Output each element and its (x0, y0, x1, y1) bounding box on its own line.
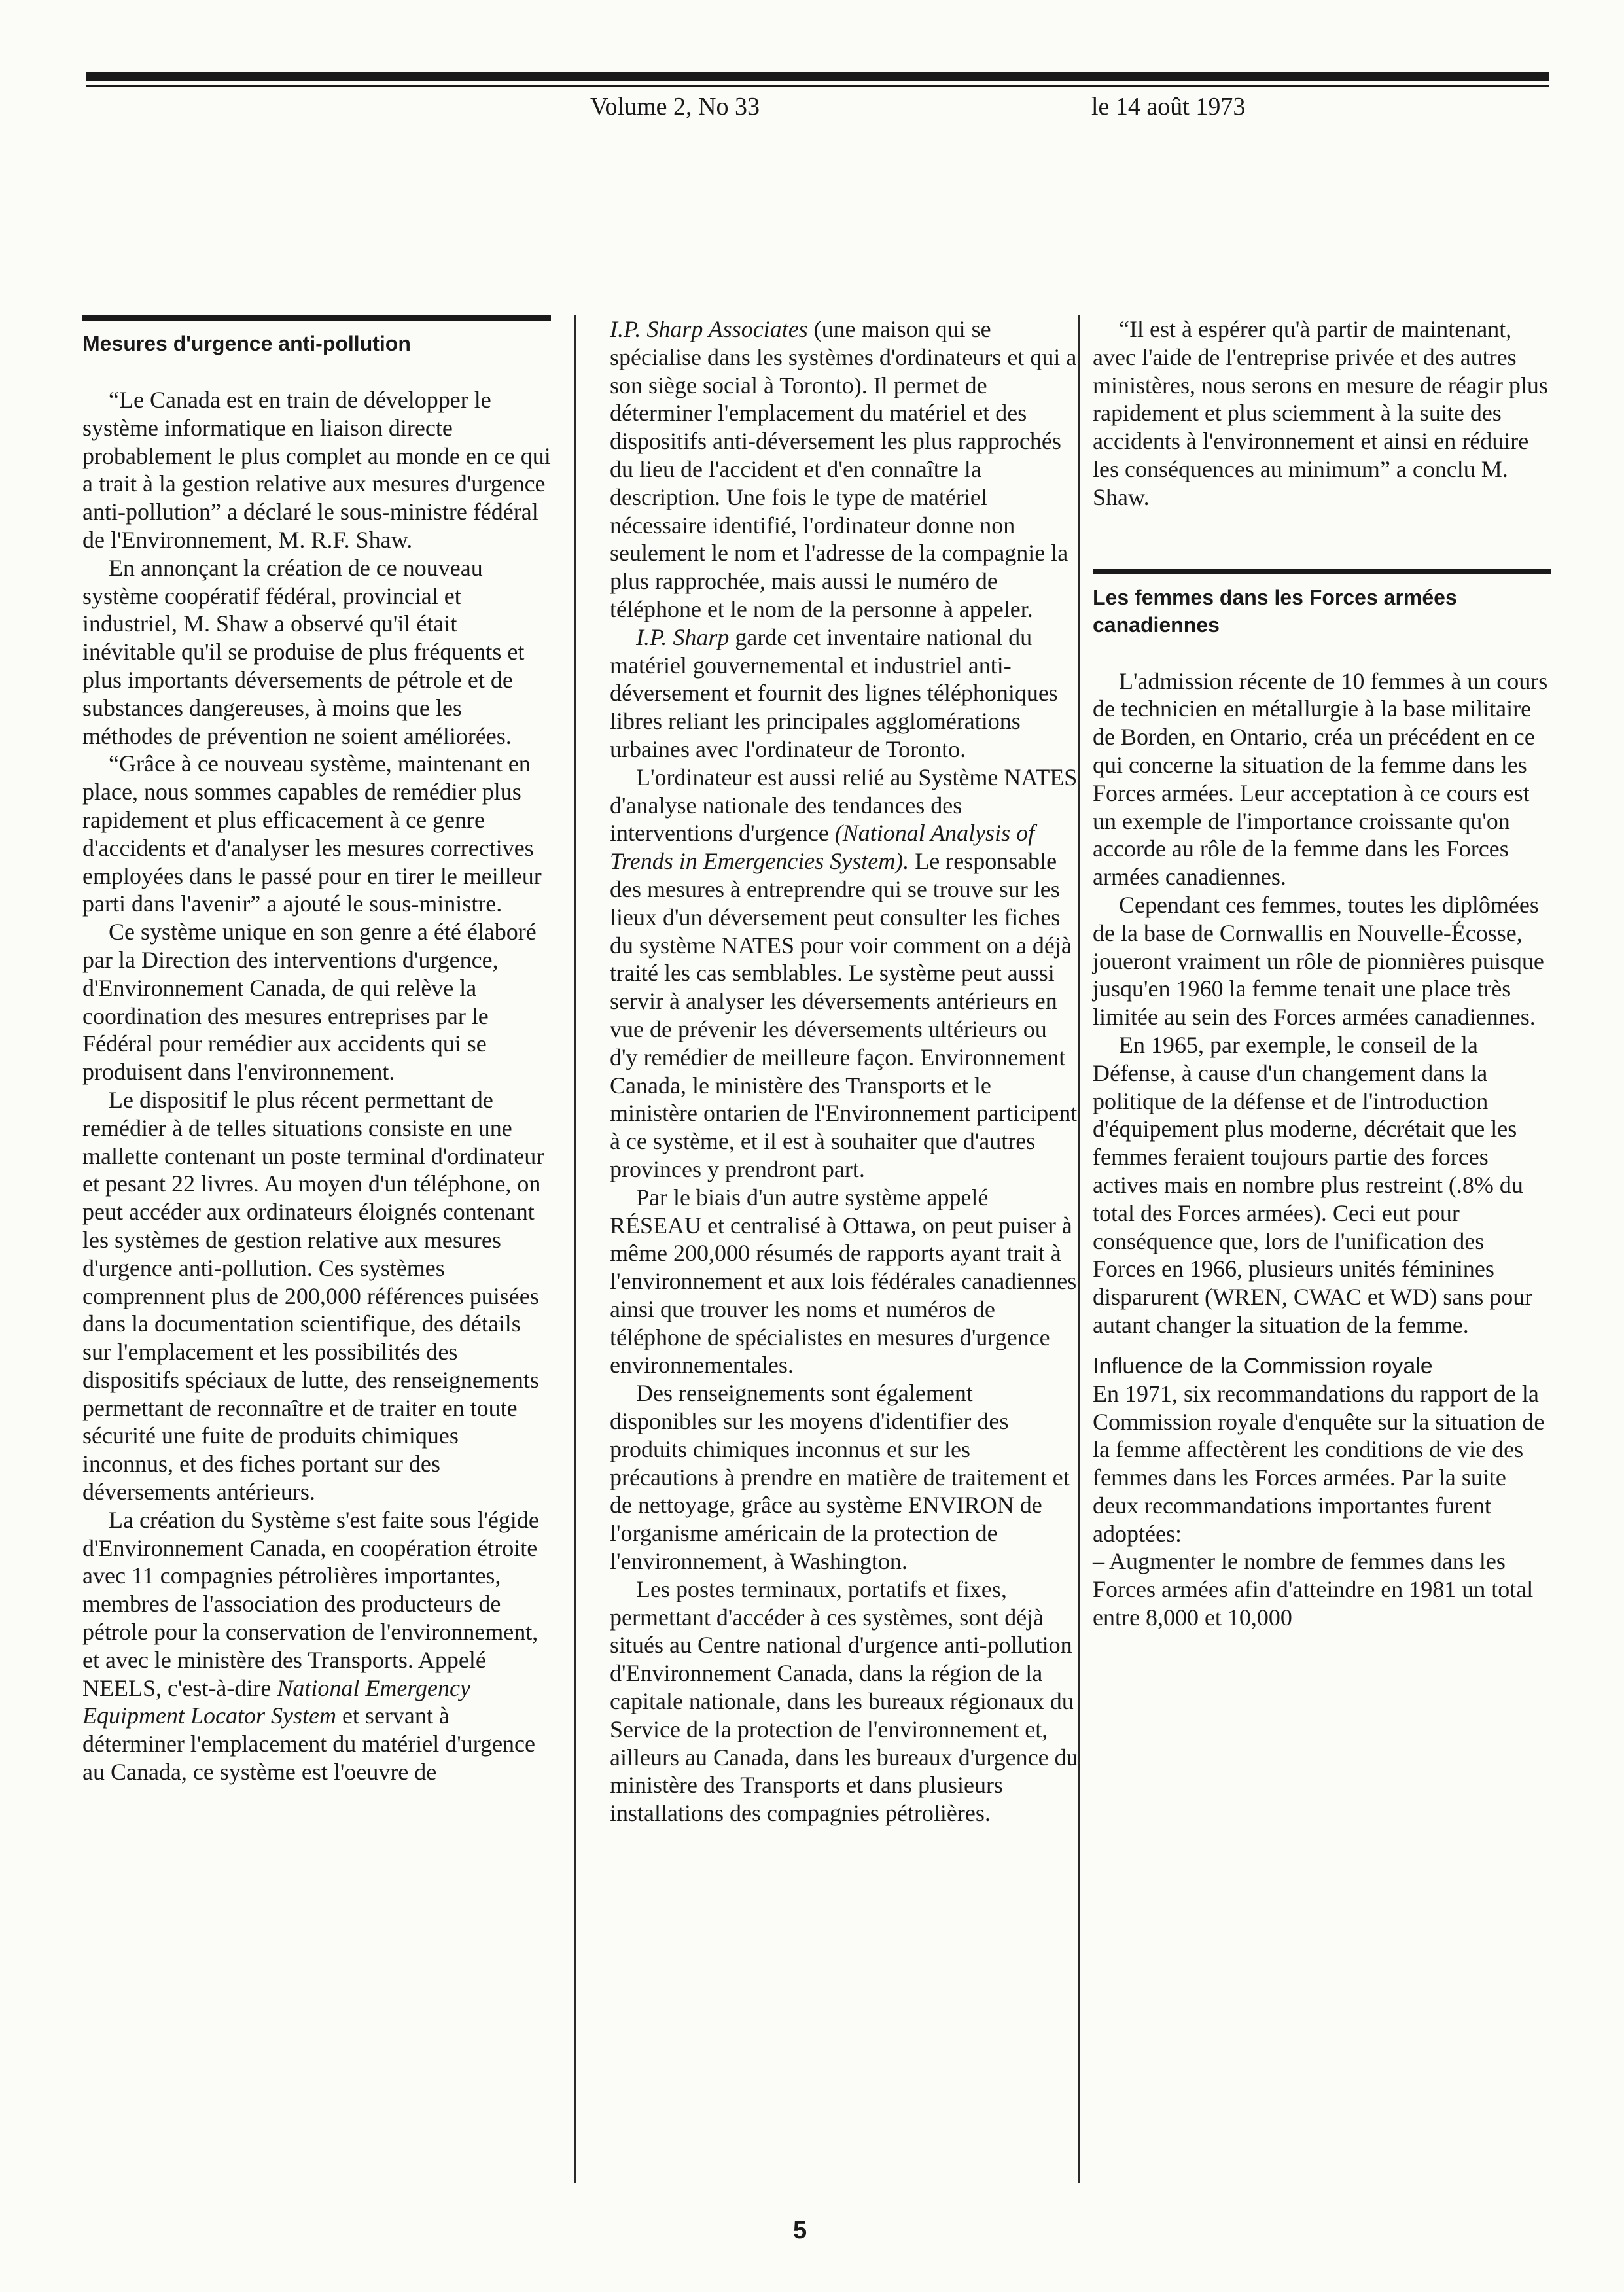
header-rule-thin (86, 85, 1549, 87)
paragraph: En 1971, six recommandations du rapport de la Commission royale d'enquête sur la situation de la femme affectèrent les conditions de vie des femmes dans les Forces armées. Par la suite deux recommandations importantes furent adoptées: (1093, 1380, 1545, 1547)
section-bar (1093, 569, 1551, 574)
column-2 (610, 315, 1078, 1827)
issue-date: le 14 août 1973 (1091, 93, 1246, 120)
column-rule-2 (1078, 315, 1080, 2183)
subheading: Influence de la Commission royale (1093, 1353, 1433, 1379)
paragraph: Ce système unique en son genre a été élaboré par la Direction des interventions d'urgence, d'Environnement Canada, de qui relève la coordination des mesures entreprises par le Fédéral pour remédier aux accidents qui se produisent dans l'environnement. (82, 919, 537, 1085)
paragraph: Cependant ces femmes, toutes les diplômées de la base de Cornwallis en Nouvelle-Écosse, joueront vraiment un rôle de pionnières puisque jusqu'en 1960 la femme tenait une place très limitée au sein des Forces armées canadiennes. (1093, 891, 1544, 1031)
paragraph: En 1965, par exemple, le conseil de la Défense, à cause d'un changement dans la politique de la défense et de l'introduction d'équipement plus moderne, décrétait que les femmes feraient toujours partie des forces actives mais en nombre plus restreint (.8% du total des Forces armées). Ceci eut pour conséquence que, lors de l'unification des Forces en 1966, plusieurs unités féminines disparurent (WREN, CWAC et WD) sans pour autant changer la situation de la femme. (1093, 1031, 1533, 1338)
article-title-women: Les femmes dans les Forces armées canadiennes (1093, 585, 1457, 637)
paragraph: – Augmenter le nombre de femmes dans les Forces armées afin d'atteindre en 1981 un total entre 8,000 et 10,000 (1093, 1548, 1534, 1631)
paragraph: “Il est à espérer qu'à partir de maintenant, avec l'aide de l'entreprise privée et des autres ministères, nous serons en mesure de réagir plus rapidement et plus sciemment à la suite des accidents à l'environnement et ainsi en réduire les conséquences au minimum” a conclu M. Shaw. (1093, 316, 1548, 510)
header-rule-thick (86, 72, 1549, 81)
text-run: et servant à déterminer l'emplacement du matériel d'urgence au Canada, ce système est l'oeuvre de (82, 1702, 535, 1786)
column-1 (82, 315, 551, 1786)
article-title-pollution: Mesures d'urgence anti-pollution (82, 332, 411, 355)
paragraph (82, 1506, 551, 1786)
volume-number: Volume 2, No 33 (590, 93, 760, 120)
text-run: garde cet inventaire national du matériel gouvernemental et industriel anti-déversement et fournit des lignes téléphoniques libres reliant les principales agglomérations urbaines avec l'ordinateur de Toronto. (610, 624, 1058, 762)
text-run: Le responsable des mesures à entreprendre qui se trouve sur les lieux d'un déversement peut consulter les fiches du système NATES pour voir comment on a déjà traité les cas semblables. Le système peut aussi servir à analyser les déversements antérieurs en vue de prévenir les déversements ultérieurs ou d'y remédier de meilleure façon. Environnement Canada, le ministère des Transports et le ministère ontarien de l'Environnement participent à ce système, et il est à souhaiter que d'autres provinces y prendront part. (610, 848, 1078, 1182)
italic-term: I.P. Sharp Associates (610, 316, 808, 342)
column-rule-1 (574, 315, 576, 2183)
column-3 (1093, 315, 1551, 1632)
italic-term: National Emergency Equipment Locator System (82, 1674, 470, 1729)
paragraph: Les postes terminaux, portatifs et fixes, permettant d'accéder à ces systèmes, sont déjà situés au Centre national d'urgence anti-pollution d'Environnement Canada, dans la région de la capitale nationale, dans les bureaux régionaux du Service de la protection de l'environnement et, ailleurs au Canada, dans les bureaux d'urgence du ministère des Transports et dans plusieurs installations des compagnies pétrolières. (610, 1576, 1078, 1827)
paragraph (610, 764, 1078, 1184)
paragraph: Par le biais d'un autre système appelé RÉSEAU et centralisé à Ottawa, on peut puiser à même 200,000 résumés de rapports ayant trait à l'environnement et aux lois fédérales canadiennes ainsi que trouver les noms et numéros de téléphone de spécialistes en mesures d'urgence environnementales. (610, 1184, 1077, 1379)
text-run: L'ordinateur est aussi relié au Système NATES d'analyse nationale des tendances des interventions d'urgence (610, 764, 1078, 847)
paragraph: Des renseignements sont également disponibles sur les moyens d'identifier des produits chimiques inconnus et sur les précautions à prendre en matière de traitement et de nettoyage, grâce au système ENVIRON de l'organisme américain de la protection de l'environnement, à Washington. (610, 1380, 1070, 1575)
section-bar (82, 315, 551, 321)
text-run: La création du Système s'est faite sous l'égide d'Environnement Canada, en coopération étroite avec 11 compagnies pétrolières importantes, membres de l'association des producteurs de pétrole pour la conservation de l'environnement, et avec le ministère des Transports. Appelé NEELS, c'est-à-dire (82, 1506, 539, 1701)
paragraph: En annonçant la création de ce nouveau système coopératif fédéral, provincial et industriel, M. Shaw a observé qu'il était inévitable qu'il se produise de plus fréquents et plus importants déversements de pétrole et de substances dangereuses, à moins que les méthodes de prévention ne soient améliorées. (82, 554, 525, 749)
paragraph (610, 315, 1078, 624)
italic-term: I.P. Sharp (636, 624, 730, 650)
italic-term: (National Analysis of Trends in Emergencies System). (610, 820, 1035, 875)
text-run: (une maison qui se spécialise dans les systèmes d'ordinateurs et qui a son siège social à Toronto). Il permet de déterminer l'emplacement du matériel et des dispositifs anti-déversement les plus rapprochés du lieu de l'accident et d'en connaître la description. Une fois le type de matériel nécessaire identifié, l'ordinateur donne non seulement le nom et l'adresse de la compagnie la plus rapprochée, mais aussi le numéro de téléphone et le nom de la personne à appeler. (610, 316, 1077, 622)
paragraph: “Grâce à ce nouveau système, maintenant en place, nous sommes capables de remédier plus rapidement et plus efficacement à ce genre d'accidents et d'analyser les mesures correctives employées dans le passé pour en tirer le meilleur parti dans l'avenir” a ajouté le sous-ministre. (82, 750, 542, 917)
paragraph: “Le Canada est en train de développer le système informatique en liaison directe probablement le plus complet au monde en ce qui a trait à la gestion relative aux mesures d'urgence anti-pollution” a déclaré le sous-ministre fédéral de l'Environnement, M. R.F. Shaw. (82, 387, 551, 553)
paragraph (610, 624, 1078, 764)
page-number: 5 (793, 2217, 807, 2244)
paragraph: L'admission récente de 10 femmes à un cours de technicien en métallurgie à la base militaire de Borden, en Ontario, créa un précédent en ce qui concerne la situation de la femme dans les Forces armées. Leur acceptation à ce cours est un exemple de l'importance croissante qu'on accorde au rôle de la femme dans les Forces armées canadiennes. (1093, 667, 1548, 890)
paragraph: Le dispositif le plus récent permettant de remédier à de telles situations consiste en une mallette contenant un poste terminal d'ordinateur et pesant 22 livres. Au moyen d'un téléphone, on peut accéder aux ordinateurs éloignés contenant les systèmes de gestion relative aux mesures d'urgence anti-pollution. Ces systèmes comprennent plus de 200,000 références puisées dans la documentation scientifique, des détails sur l'emplacement et les possibilités des dispositifs spéciaux de lutte, des renseignements permettant de reconnaître et de traiter en toute sécurité une fuite de produits chimiques inconnus, et des fiches portant sur des déversements antérieurs. (82, 1086, 544, 1506)
